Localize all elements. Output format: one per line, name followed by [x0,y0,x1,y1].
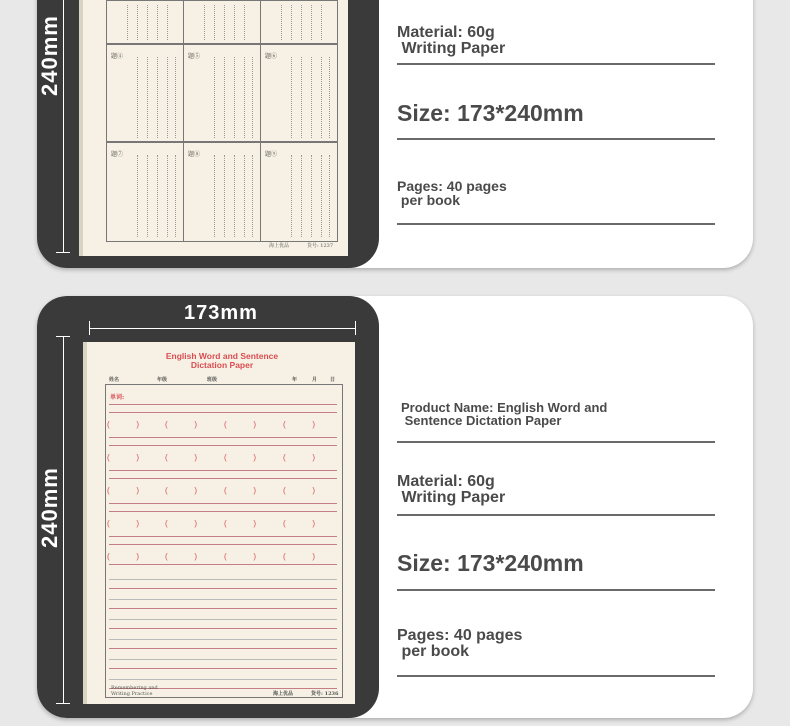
top-height-dimension-tick [56,252,70,253]
field-name: 姓名 [109,377,120,383]
width-dimension-tick-left [89,321,90,335]
cell-label: 题⑦ [111,151,124,158]
spec-divider [397,138,715,140]
spec-divider [397,589,715,591]
grid-cell-4 [106,43,184,143]
width-dimension-tick-right [355,321,356,335]
bottom-spec-pages [397,628,715,660]
field-grade: 年级 [157,377,168,383]
spec-divider [397,675,715,677]
spec-material-text: Material: 60g Writing Paper [397,473,506,506]
grid-cell [106,0,184,45]
paper-footer-number: 货号: 1237 [307,243,333,249]
field-class: 班级 [207,377,218,383]
top-height-label: 240mm [37,15,62,96]
bottom-spec-size [397,552,715,575]
paper-footer-brand: 海上优品 [269,243,290,249]
top-writing-paper [83,0,348,256]
spec-divider [397,63,715,65]
height-dimension-tick-bottom [56,703,70,704]
height-label: 240mm [37,467,62,548]
grid-cell-8 [183,141,261,242]
cell-label: 题⑧ [188,151,201,158]
field-day: 日 [330,377,336,383]
top-spec-material [397,25,715,57]
paper-content-box [105,384,343,698]
vocab-label: 单词: [110,394,125,401]
bottom-image-panel [37,296,379,718]
top-image-panel [37,0,379,268]
cell-label: 题⑥ [265,53,278,60]
width-label: 173mm [184,302,258,324]
grid-cell-6 [260,43,338,143]
bottom-spec-material [397,474,715,506]
bottom-dictation-paper: English Word and Sentence Dictation Paper 姓名 年级 班级 年 月 日 单词: ( ) ( ) ( ) ( ) ( ) ( ) ( ) ( ) ( ) ( ) ( ) ( ) ( ) ( ) ( ) ( ) ( ) ( ) ( ) ( ) Remembering and Writing Practice 海上优品 货号: 1236 [87,342,355,704]
paper-footer-brand: 海上优品 [273,691,294,697]
spec-pages-text: Pages: 40 pages per book [397,178,507,208]
width-dimension-line [89,328,355,329]
paper-title: English Word and Sentence Dictation Paper [165,351,279,370]
cell-label: 题⑤ [188,53,201,60]
top-product-card [37,0,753,268]
cell-label: 题⑨ [265,151,278,158]
top-spec-pages [397,179,715,207]
spec-product-name-text: Product Name: English Word and Sentence Dictation Paper [401,400,608,428]
spec-material-text: Material: 60g Writing Paper [397,24,506,57]
paper-footer-number: 货号: 1236 [311,691,339,697]
grid-cell-5 [183,43,261,143]
bottom-product-card [37,296,753,718]
cell-label: 题④ [111,53,124,60]
field-year: 年 [292,377,298,383]
field-month: 月 [312,377,318,383]
grid-cell-7 [106,141,184,242]
bottom-spec-product-name [397,401,715,427]
top-spec-size [397,102,715,125]
paper-footer-note: Remembering and Writing Practice [111,685,158,697]
spec-divider [397,441,715,443]
spec-divider [397,223,715,225]
grid-cell [183,0,261,45]
grid-cell [260,0,338,45]
spec-size-text: Size: 173*240mm [397,100,584,126]
grid-cell-9 [260,141,338,242]
spec-size-text: Size: 173*240mm [397,550,584,576]
height-dimension-tick-top [56,336,70,337]
spec-divider [397,514,715,516]
spec-pages-text: Pages: 40 pages per book [397,627,523,660]
